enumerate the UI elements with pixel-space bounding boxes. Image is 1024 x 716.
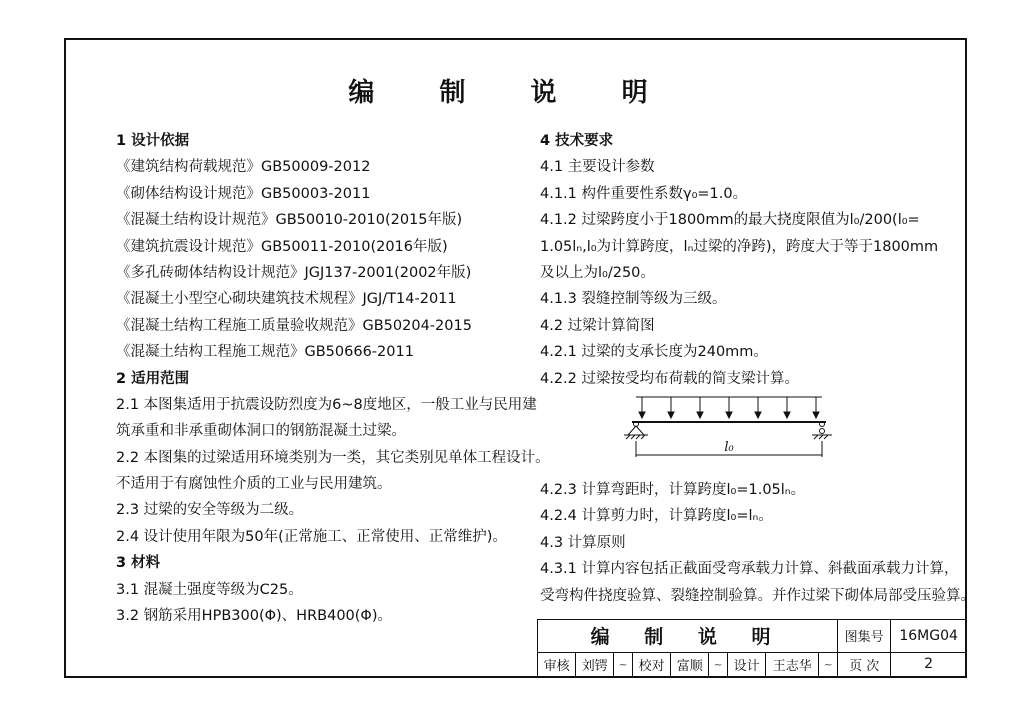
- design-label: 设计: [728, 652, 766, 676]
- text-line: 及以上为l₀/250。: [540, 264, 655, 281]
- title-block-name: 编 制 说 明: [538, 620, 838, 653]
- pin-support-left: [624, 422, 648, 440]
- text-line: 《混凝土结构工程施工规范》GB50666-2011: [116, 344, 414, 361]
- uniform-load-arrows: [636, 397, 822, 418]
- review-label: 审核: [538, 652, 576, 676]
- atlas-number: 16MG04: [891, 620, 967, 653]
- text-line: 4.3 计算原则: [540, 534, 626, 551]
- text-line: 不适用于有腐蚀性介质的工业与民用建筑。: [116, 476, 392, 493]
- page-label: 页 次: [838, 652, 891, 676]
- roller-support-right: [812, 422, 832, 440]
- right-column-bottom: [540, 477, 975, 609]
- section-heading: 3 材料: [116, 555, 161, 572]
- page-number: 2: [891, 652, 967, 676]
- title-block: [537, 619, 967, 677]
- text-line: 《混凝土结构设计规范》GB50010-2010(2015年版): [116, 212, 463, 229]
- left-column: [116, 128, 550, 629]
- page-title: 编 制 说 明: [348, 78, 676, 108]
- text-line: 筑承重和非承重砌体洞口的钢筋混凝土过梁。: [116, 423, 406, 440]
- text-line: 2.4 设计使用年限为50年(正常施工、正常使用、正常维护)。: [116, 528, 507, 545]
- check-label: 校对: [633, 652, 671, 676]
- text-line: 《砌体结构设计规范》GB50003-2011: [116, 185, 371, 202]
- text-line: 4.1.1 构件重要性系数γ₀=1.0。: [540, 185, 748, 202]
- text-line: 4.2.4 计算剪力时，计算跨度l₀=lₙ。: [540, 508, 773, 525]
- reviewer-signature: ~: [614, 652, 633, 676]
- text-line: 3.1 混凝土强度等级为C25。: [116, 581, 303, 598]
- text-line: 《建筑抗震设计规范》GB50011-2010(2016年版): [116, 238, 448, 255]
- section-heading: 2 适用范围: [116, 370, 190, 387]
- text-line: 2.2 本图集的过梁适用环境类别为一类，其它类别见单体工程设计。: [116, 449, 550, 466]
- text-line: 2.1 本图集适用于抗震设防烈度为6~8度地区，一般工业与民用建: [116, 396, 537, 413]
- text-line: 受弯构件挠度验算、裂缝控制验算。并作过梁下砌体局部受压验算。: [540, 587, 975, 604]
- text-line: 4.2 过梁计算简图: [540, 317, 655, 334]
- designer-signature: ~: [819, 652, 838, 676]
- text-line: 4.2.2 过梁按受均布荷载的简支梁计算。: [540, 370, 800, 387]
- text-line: 4.2.3 计算弯距时，计算跨度l₀=1.05lₙ。: [540, 482, 806, 498]
- text-line: 《建筑结构荷载规范》GB50009-2012: [116, 159, 371, 176]
- beam-calculation-diagram: [612, 393, 842, 463]
- text-line: 4.3.1 计算内容包括正截面受弯承载力计算、斜截面承载力计算，: [540, 561, 959, 578]
- section-heading: 1 设计依据: [116, 133, 190, 149]
- text-line: 《混凝土小型空心砌块建筑技术规程》JGJ/T14-2011: [116, 291, 457, 308]
- right-column-top: [540, 128, 938, 392]
- text-line: 4.2.1 过梁的支承长度为240mm。: [540, 344, 768, 361]
- text-line: 2.3 过梁的安全等级为二级。: [116, 502, 304, 519]
- checker-signature: ~: [709, 652, 728, 676]
- reviewer-name: 刘锷: [576, 652, 614, 676]
- atlas-label: 图集号: [838, 620, 891, 653]
- text-line: 《混凝土结构工程施工质量验收规范》GB50204-2015: [116, 317, 472, 334]
- designer-name: 王志华: [766, 652, 819, 676]
- text-line: 《多孔砖砌体结构设计规范》JGJ137-2001(2002年版): [116, 264, 472, 281]
- text-line: 1.05lₙ,l₀为计算跨度，lₙ过梁的净跨)，跨度大于等于1800mm: [540, 238, 939, 255]
- text-line: 4.1 主要设计参数: [540, 159, 655, 176]
- text-line: 4.1.2 过梁跨度小于1800mm的最大挠度限值为l₀/200(l₀=: [540, 212, 920, 229]
- section-heading: 4 技术要求: [540, 133, 614, 149]
- text-line: 3.2 钢筋采用HPB300(Φ)、HRB400(Φ)。: [116, 608, 392, 625]
- text-line: 4.1.3 裂缝控制等级为三级。: [540, 291, 727, 308]
- checker-name: 富顺: [671, 652, 709, 676]
- span-label: l₀: [724, 440, 734, 455]
